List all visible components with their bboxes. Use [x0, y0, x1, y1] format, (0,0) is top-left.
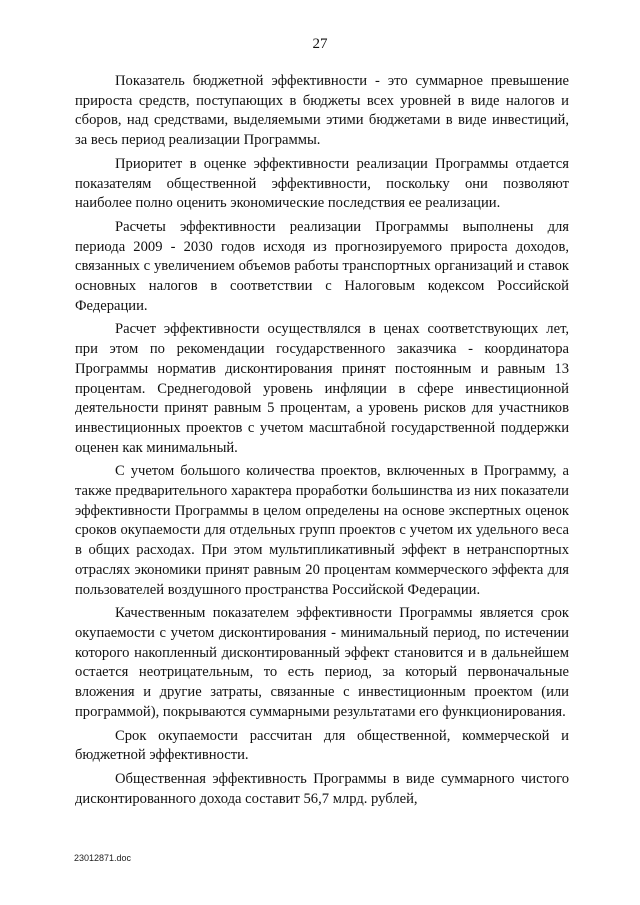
document-filename: 23012871.doc: [74, 853, 132, 863]
paragraph-payback-calculated: Срок окупаемости рассчитан для общественной, коммерческой и бюджетной эффективности.: [75, 727, 569, 764]
document-body: [75, 72, 569, 809]
paragraph-calculations: Расчеты эффективности реализации Программы выполнены для периода 2009 - 2030 годов исходя из прогнозируемого прироста доходов, связанных с увеличением объемов работы транспортных организаций и ставок основных налогов в соответствии с Налоговым кодексом Российской Федерации.: [75, 218, 569, 314]
paragraph-discount-rate: Расчет эффективности осуществлялся в ценах соответствующих лет, при этом по рекомендации государственного заказчика - координатора Программы норматив дисконтирования принят постоянным и равным 13 процентам. Среднегодовой уровень инфляции в сфере инвестиционной деятельности принят равным 5 процентам, а уровень рисков для участников инвестиционных проектов с учетом масштабной государственной поддержки оценен как минимальный.: [75, 321, 569, 456]
paragraph-public-efficiency: Общественная эффективность Программы в виде суммарного чистого дисконтированного дохода составит 56,7 млрд. рублей,: [75, 770, 569, 807]
page-number: 27: [312, 36, 328, 52]
paragraph-priority: Приоритет в оценке эффективности реализации Программы отдается показателям общественной эффективности, поскольку они позволяют наиболее полно оценить экономические последствия ее реализации.: [75, 155, 569, 212]
paragraph-budget-efficiency: Показатель бюджетной эффективности - это суммарное превышение прироста средств, поступающих в бюджеты всех уровней в виде налогов и сборов, над средствами, выделяемыми этими бюджетами в виде инвестиций, за весь период реализации Программы.: [75, 73, 569, 149]
paragraph-expert-estimates: С учетом большого количества проектов, включенных в Программу, а также предварительного характера проработки большинства из них показатели эффективности Программы в целом определены на основе экспертных оценок сроков окупаемости для отдельных групп проектов с учетом их удельного веса в общих расходах. При этом мультипликативный эффект в нетранспортных отраслях экономики принят равным 20 процентам коммерческого эффекта для пользователей воздушного пространства Российской Федерации.: [75, 463, 569, 598]
paragraph-payback-definition: Качественным показателем эффективности Программы является срок окупаемости с учетом дисконтирования - минимальный период, по истечении которого накопленный дисконтированный эффект становится и в дальнейшем остается неотрицательным, то есть период, за который первоначальные вложения и другие затраты, связанные с инвестиционным проектом (или программой), покрываются суммарными результатами его функционирования.: [75, 605, 569, 720]
